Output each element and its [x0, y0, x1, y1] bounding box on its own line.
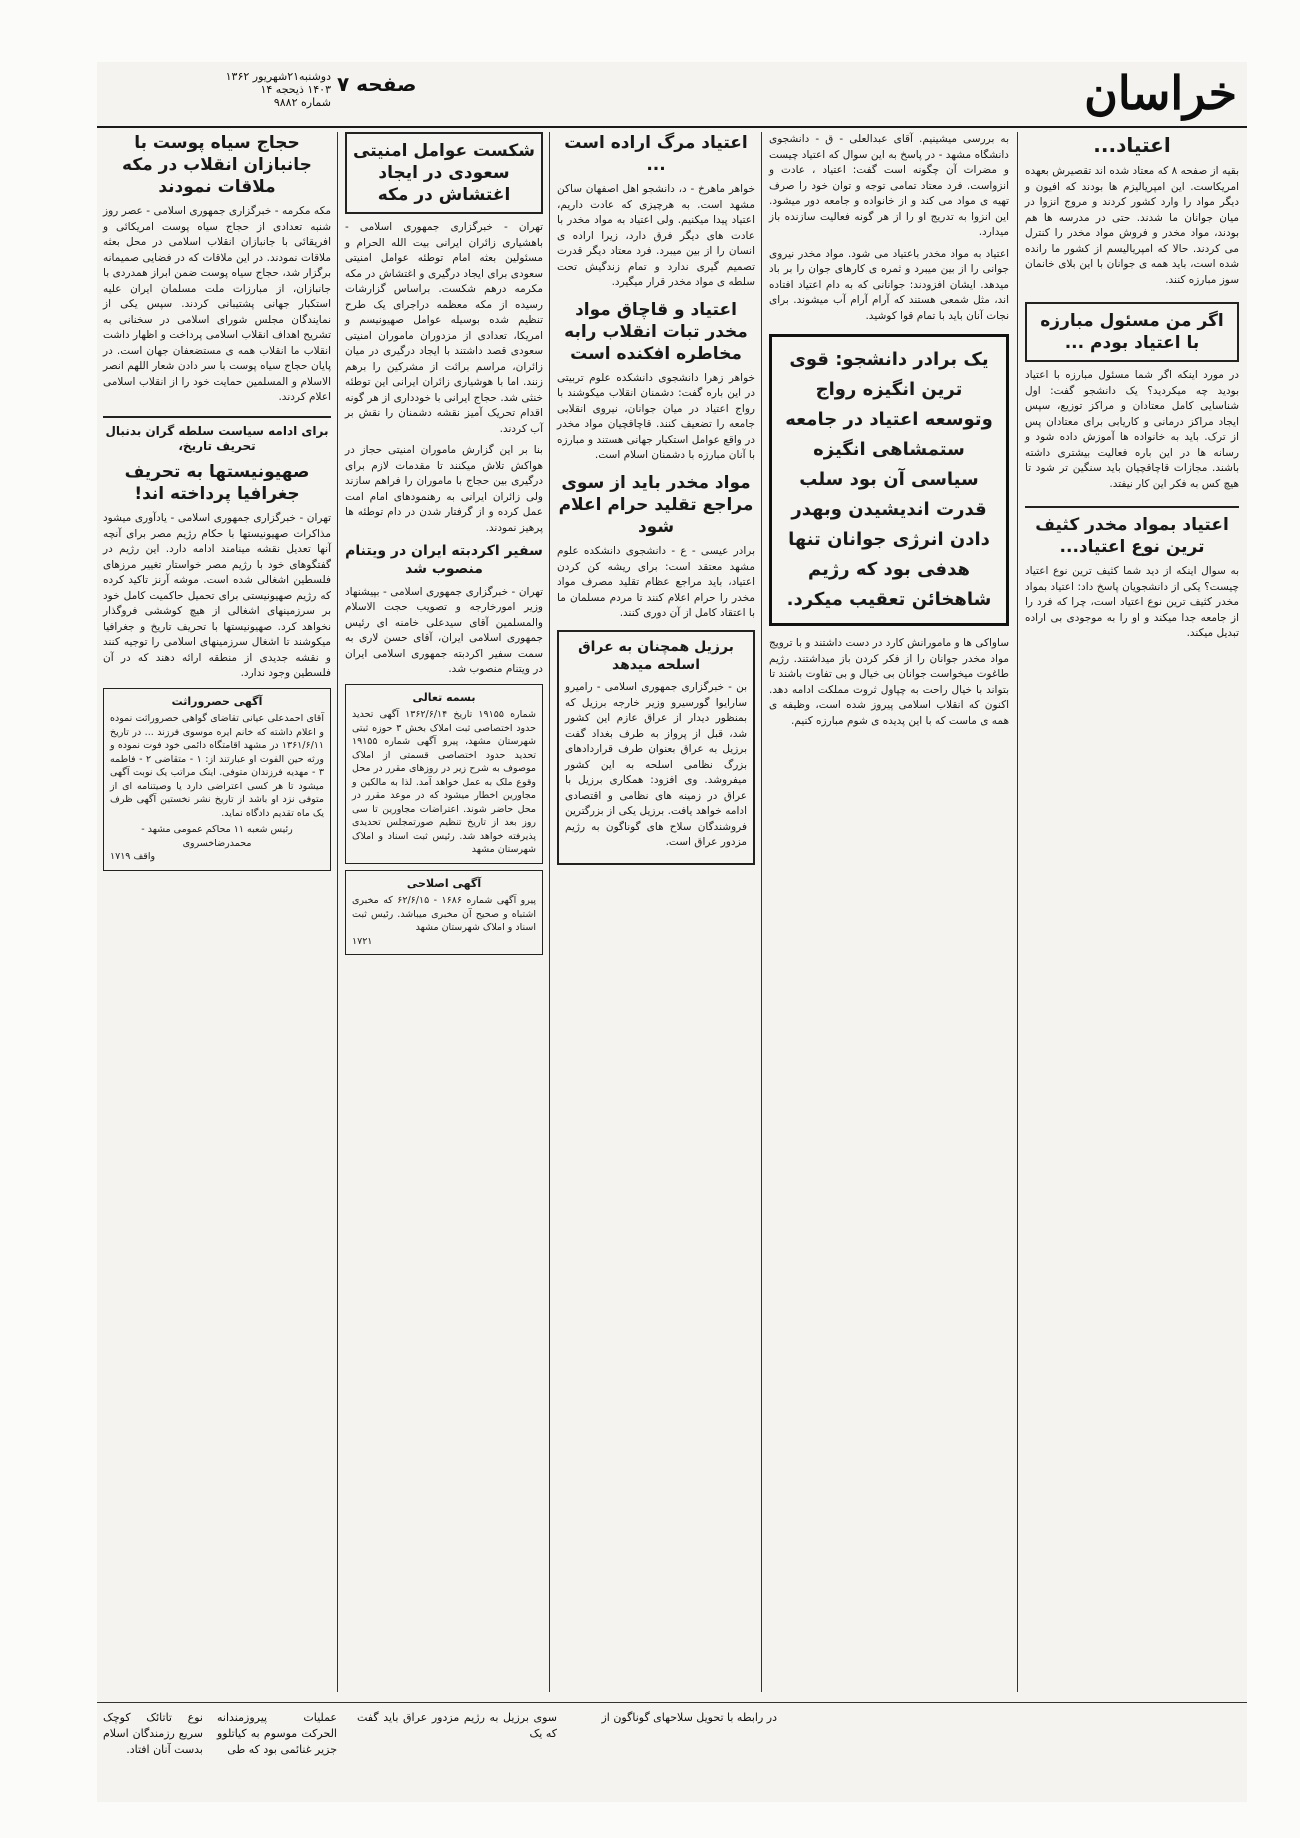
- column-rule: [1017, 132, 1018, 1692]
- column-rule: [549, 132, 550, 1692]
- issue-info: [101, 70, 331, 109]
- article-body: به سوال اینکه از دید شما کثیف ترین نوع اعتیاد چیست؟ یکی از دانشجویان پاسخ داد: اعتیاد بمواد مخدر کثیف ترین نوع اعتیاد است، چرا که فرد را از جامعه جدا میکند و او را به موجودی بی اراده تبدیل میکند.: [1025, 565, 1239, 640]
- issue-number: شماره ۹۸۸۲: [273, 96, 331, 109]
- article-title: اگر من مسئول مبارزه با اعتیاد بودم ...: [1025, 302, 1239, 362]
- notice-code: ۱۷۲۱: [352, 935, 373, 947]
- notice-title: بسمه تعالی: [412, 690, 476, 704]
- notice-title: آگهی اصلاحی: [406, 876, 482, 890]
- article-kicker: برای ادامه سیاست سلطه گران بدنبال تحریف تاریخ،: [103, 416, 331, 455]
- issue-hijri-date: ۱۴۰۳ ذیحجه ۱۴: [260, 83, 331, 96]
- article-title: مواد مخدر باید از سوی مراجع تقلید حرام اعلام شود: [558, 472, 754, 538]
- masthead: [97, 62, 1247, 128]
- article-body: برادر عیسی - ع - دانشجوی دانشکده علوم مشهد معتقد است: برای ریشه کن کردن اعتیاد، باید مراجع عظام تقلید مصرف مواد مخدر را حرام اعلام کنند تا مردم مسلمان ما با اعتقاد کامل از آن دوری کنند.: [557, 545, 755, 620]
- article-body: تهران - خبرگزاری جمهوری اسلامی - یادآوری میشود مذاکرات صهیونیستها با حکام رژیم مصر برای آنچه آنها تعدیل نقشه مینامند ادامه دارد. این رژیم در گفتگوهای خود با رژیم مصر خواستار تغییر مرزهای فلسطین اشغالی شده است. موشه آرنز تاکید کرده که رژیم صهیونیستی برای تحمیل حاکمیت کامل خود بر سرزمینهای اشغالی از هیچ کوششی فروگذار نخواهد کرد. صهیونیستها با تحریف تاریخ و جغرافیا میکوشند تا اشغال سرزمینهای اسلامی را توجیه کنند و نقشه جدیدی از منطقه ارائه دهند که در آن فلسطین وجود ندارد.: [103, 512, 331, 680]
- article-body: خواهر زهرا دانشجوی دانشکده علوم تربیتی در این باره گفت: دشمنان انقلاب میکوشند با رواج اعتیاد در میان جوانان، نیروی انقلابی جامعه را تضعیف کنند. قاچاقچیان مواد مخدر در واقع عوامل استکبار جهانی هستند و مبارزه با آنان مبارزه با دشمنان اسلام است.: [557, 371, 755, 462]
- footer-rule: [97, 1702, 1247, 1703]
- article-title: صهیونیستها به تحریف جغرافیا پرداخته اند!: [124, 461, 310, 505]
- column-addiction-intro: [1025, 132, 1239, 648]
- newspaper-logo: خراسان: [1084, 66, 1237, 120]
- article-body: بن - خبرگزاری جمهوری اسلامی - رامیرو سارایوا گورسیرو وزیر خارجه برزیل که بمنظور دیدار از عراق عازم این کشور شد، قبل از پرواز به طرف بغداد گفت برزیل به عراق بعنوان طرف قراردادهای بزرگ نظامی اسلحه به این کشور میفروشد. وی افزود: همکاری برزیل با عراق در زمینه های نظامی و اقتصادی ادامه خواهد یافت. برزیل یکی از بزرگترین فروشندگان سلاح های گوناگون به رژیم مزدور عراق است.: [565, 681, 747, 849]
- article-body: تهران - خبرگزاری جمهوری اسلامی - بپیشنهاد وزیر امورخارجه و تصویب حجت الاسلام والمسلمین آقای سیدعلی خامنه ای رئیس جمهوری اسلامی ایران، آقای حسن لاری به سمت سفیر اکردبته جمهوری اسلامی ایران در ویتنام منصوب شد.: [345, 585, 543, 676]
- footer-strip: [97, 1710, 1247, 1770]
- article-body: در مورد اینکه اگر شما مسئول مبارزه با اعتیاد بودید چه میکردید؟ یک دانشجو گفت: اول شناسایی کامل معتادان و مراکز توزیع، سپس ایجاد مراکز درمانی و کاریابی برای معتادان پس از ترک. باید به خانواده ها آموزش داده شود و رسانه ها در این باره فعالیت بیشتری داشته باشند. مجازات قاچاقچیان باید سنگین تر شود تا هیچ کس به فکر این کار نیفتد.: [1025, 369, 1239, 490]
- article-body: تهران - خبرگزاری جمهوری اسلامی - باهشیاری زائران ایرانی بیت الله الحرام و مسئولین بعثه امام توطئه عوامل امنیتی سعودی برای ایجاد درگیری و اغتشاش در مکه مکرمه درهم شکست. براساس گزارشات رسیده از مکه معظمه دراجرای یک طرح تنظیم شده بوسیله عوامل صهیونیسم و امریکا، تعدادی از مزدوران ماموران امنیتی سعودی قصد داشتند با ایجاد درگیری در میان زائران، مراسم برائت از مشرکین را برهم زنند. اما با هوشیاری زائران ایرانی این توطئه خنثی شد. حجاج ایرانی با خودداری از هر گونه اقدام تحریک آمیز نقشه دشمنان را نقش بر آب کردند.: [345, 221, 543, 435]
- article-body: به بررسی میشینیم. آقای عبدالعلی - ق - دانشجوی دانشگاه مشهد - در پاسخ به این سوال که اعتیاد چیست و مضرات آن چگونه است گفت: اعتیاد ، عادت و انزواست. فرد معتاد تمامی توجه و توان خود را صرف تهیه ی مواد می کند و از خانواده و جامعه دور میشود. این انزوا به تدریج او را از هر گونه فعالیت سازنده باز میدارد.: [769, 133, 1009, 238]
- legal-notice: [345, 870, 543, 956]
- column-student-interviews: [769, 132, 1009, 735]
- notice-body: پیرو آگهی شماره ۱۶۸۶ - ۶۲/۶/۱۵ که مخبری اشتباه و صحیح آن مخبری میباشد. رئیس ثبت اسناد و املاک شهرستان مشهد: [352, 895, 537, 934]
- issue-date: دوشنبه۲۱شهریور ۱۳۶۲: [225, 70, 331, 83]
- notice-footer: رئیس شعبه ۱۱ محاکم عمومی مشهد - محمدرضاخسروی: [141, 824, 293, 849]
- brazil-article: [557, 630, 755, 865]
- notice-body: آقای احمدعلی عیانی تقاضای گواهی حصروراثت نموده و اعلام داشته که خانم ایره موسوی فرزند ... در تاریخ ۱۳۶۱/۶/۱۱ در مشهد اقامتگاه دائمی خود فوت نموده و ورثه حین الفوت او عبارتند از: ۱ - متقاضی ۲ - فاطمه ۳ - مهدیه فرزندان متوفی. اینک مراتب یک نوبت آگهی میشود تا هر کسی اعتراضی دارد یا وصیتنامه ای از متوفی نزد او باشد از تاریخ نشر نخستین آگهی ظرف یک ماه تقدیم دادگاه نماید.: [110, 713, 324, 819]
- page-number: صفحه ۷: [337, 72, 417, 96]
- column-rule: [337, 132, 338, 1692]
- notice-code: واقف ۱۷۱۹: [110, 851, 156, 863]
- legal-notice: [345, 684, 543, 864]
- article-title: برزیل همچنان به عراق اسلحه میدهد: [578, 638, 734, 673]
- article-body: خواهر ماهرخ - د، دانشجو اهل اصفهان ساکن مشهد است. به هرچیزی که عادت داریم، اعتیاد پیدا میکنیم. ولی اعتیاد به مواد مخدر با عادت های دیگر فرق دارد، زیرا اراده ی انسان را از بین میبرد. فرد معتاد دیگر قدرت تصمیم گیری ندارد و تمام زندگیش تحت سلطه ی مواد مخدر قرار میگیرد.: [557, 183, 755, 289]
- article-body: اعتیاد به مواد مخدر باعتیاد می شود. مواد مخدر نیروی جوانی را از بین میبرد و ثمره ی کارهای جوان را بر باد میدهد. ایشان افزودند: جوانانی که به دام اعتیاد افتاده اند، مثل شمعی هستند که آرام آرام آب میشوند. برای نجات آنان باید با تمام قوا کوشید.: [769, 247, 1009, 322]
- highlight-quote-box: یک برادر دانشجو: قوی ترین انگیزه رواج وتوسعه اعتیاد در جامعه ستمشاهی انگیزه سیاسی آن بود سلب قدرت اندیشیدن وبهدر دادن انرژی جوانان تنها هدفی بود که رژیم شاهخائن تعقیب میکرد.: [769, 334, 1009, 626]
- column-addiction-will: [557, 132, 755, 865]
- article-title: شکست عوامل امنیتی سعودی در ایجاد اغتشاش در مکه: [345, 132, 543, 214]
- article-title: حجاج سیاه پوست با جانبازان انقلاب در مکه ملاقات نمودند: [122, 133, 312, 198]
- article-body: ساواکی ها و مامورانش کارد در دست داشتند و با ترویج مواد مخدر جوانان را از فکر کردن باز میداشتند. رژیم طاغوت میخواست جوانان بی خیال و بی تفاوت باشند تا بتواند با خیال راحت به چپاول ثروت مملکت ادامه دهد. اکنون که انقلاب اسلامی پیروز شده است، وظیفه ی همه ی ماست که با این پدیده ی شوم مبارزه کنیم.: [769, 637, 1009, 727]
- footer-text: عملیات پیروزمندانه الحرکت موسوم به کیاتلوو جزیر غنائمی بود که طی: [217, 1711, 337, 1756]
- footer-text: سوی برزیل به رژیم مزدور عراق باید گفت که یک: [357, 1711, 557, 1740]
- newspaper-sheet: [97, 62, 1247, 1802]
- article-title: سفیر اکردبته ایران در ویتنام منصوب شد: [345, 543, 543, 578]
- column-rule: [761, 132, 762, 1692]
- notice-title: آگهی حصروراثت: [171, 694, 263, 708]
- notice-body: شماره ۱۹۱۵۵ تاریخ ۱۳۶۲/۶/۱۴ آگهی تحدید حدود اختصاصی ثبت املاک بخش ۳ حوزه ثبتی شهرستان مشهد، پیرو آگهی شماره ۱۹۱۵۵ تحدید حدود اختصاصی قسمتی از املاک موصوف به شرح زیر در روزهای مقرر در محل وقوع ملک به عمل خواهد آمد. لذا به مالکین و مجاورین اخطار میشود که در موعد مقرر در محل حاضر شوند. اعتراضات مجاورین تا سی روز بعد از تاریخ تنظیم صورتمجلس تحدیدی پذیرفته خواهد شد. رئیس ثبت اسناد و املاک شهرستان مشهد: [352, 709, 536, 856]
- article-body: بنا بر این گزارش ماموران امنیتی حجاز در هواکش تلاش میکنند تا مقدمات لازم برای درگیری بین حجاج با ماموران را فراهم سازند ولی زائران ایرانی به رهنمودهای امام امت عمل کرده و از گرفتار شدن در دام توطئه ها پرهیز نمودند.: [345, 444, 543, 534]
- article-title: اعتیاد بمواد مخدر کثیف ترین نوع اعتیاد...: [1025, 506, 1239, 558]
- article-body: مکه مکرمه - خبرگزاری جمهوری اسلامی - عصر روز شنبه تعدادی از حجاج سیاه پوست امریکائی و افریقائی با جانبازان انقلاب اسلامی در محل بعثه ملاقات نمودند. در این ملاقات که در فضایی صمیمانه برگزار شد، حجاج سیاه پوست ضمن ابراز همدردی با جانبازان، از مبارزات ملت مسلمان ایران علیه استکبار جهانی پشتیبانی کردند. سپس یکی از نمایندگان مجلس شورای اسلامی در سخنانی به تشریح اهداف انقلاب اسلامی پرداخت و اظهار داشت انقلاب ما انقلاب همه ی مستضعفان جهان است. در پایان حجاج سیاه پوست با سر دادن شعار اللهم انصر الاسلام و المسلمین حمایت خود را از انقلاب اسلامی اعلام کردند.: [103, 205, 331, 404]
- article-title: اعتیاد و قاچاق مواد مخدر تبات انقلاب رابه مخاطره افکنده است: [564, 299, 748, 364]
- article-title: اعتیاد مرگ اراده است ...: [564, 133, 748, 176]
- footer-text: در رابطه با تحویل سلاحهای گوناگون از: [601, 1711, 777, 1724]
- column-hajj-zionists: [103, 132, 331, 871]
- inheritance-notice: [103, 688, 331, 871]
- column-mecca-security: [345, 132, 543, 955]
- article-body: بقیه از صفحه ۸ که معتاد شده اند تقصیرش بعهده امریکاست. این امپریالیزم ها بودند که افیون و دیگر مواد را وارد کشور کردند و مروج انزوا در میان جوانان ما شدند. حتی در مدرسه ها هم بودند، مواد مخدر و فروش مواد مخدر را کنترل می کردند. حالا که امپریالیسم از کشور ما رانده شده است، باید همه ی جوانان با این بلای خانمان سوز مبارزه کنند.: [1025, 165, 1239, 286]
- article-title: اعتیاد...: [1093, 133, 1171, 157]
- footer-text: نوع تاتائک کوچک سریع رزمندگان اسلام بدست آنان افتاد.: [103, 1711, 203, 1756]
